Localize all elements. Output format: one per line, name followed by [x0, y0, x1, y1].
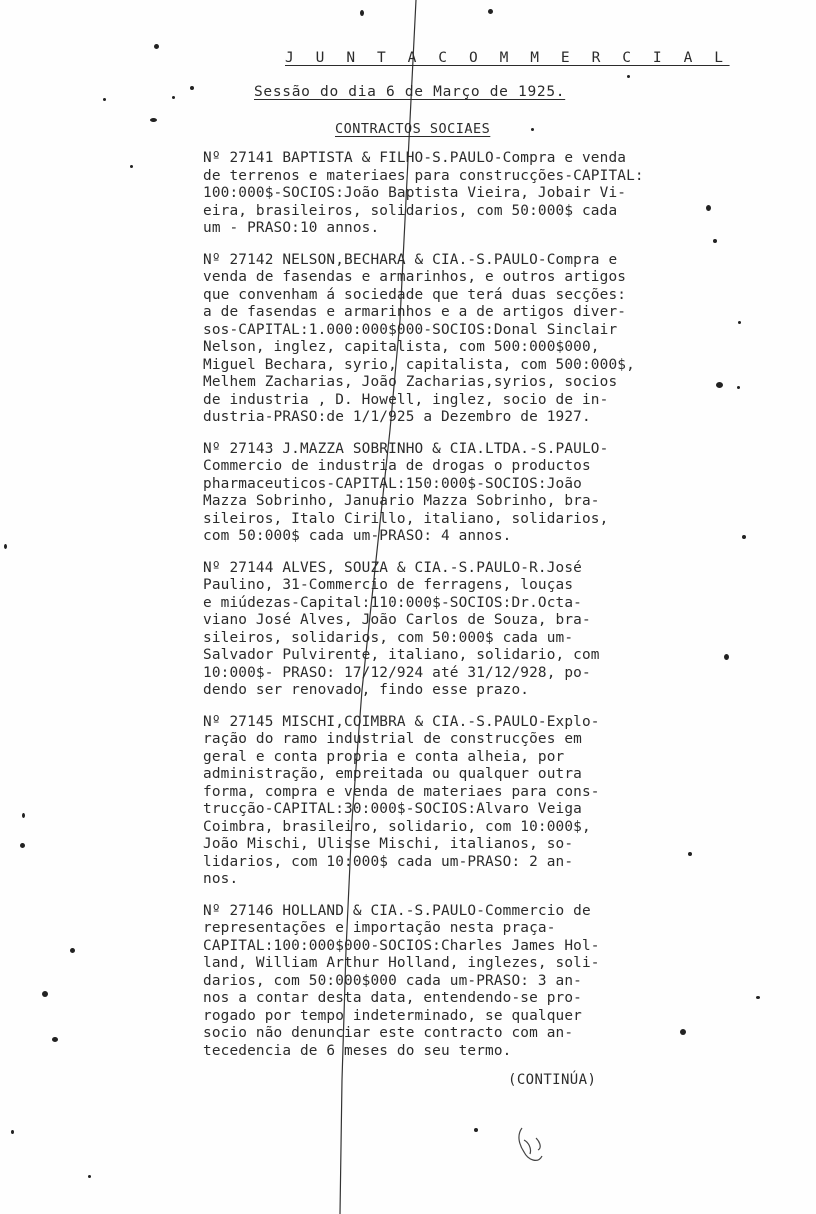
- entry-line: Mazza Sobrinho, Januario Mazza Sobrinho, bra-: [203, 493, 600, 509]
- entry-line: Nº 27141 BAPTISTA & FILHO-S.PAULO-Compra e venda: [203, 150, 627, 166]
- scan-speck: [688, 852, 692, 856]
- entry-line: sos-CAPITAL:1.000:000$000-SOCIOS:Donal Sinclair: [203, 321, 618, 338]
- entry-line: 100:000$-SOCIOS:João Baptista Vieira, Jobair Vi-: [203, 185, 627, 201]
- entry-line: 10:000$- PRASO: 17/12/924 até 31/12/928, po-: [203, 664, 591, 681]
- scan-speck: [103, 98, 106, 101]
- entry-line: pharmaceuticos-CAPITAL:150:000$-SOCIOS:João: [203, 475, 582, 492]
- entry-line: forma, compra e venda de materiaes para cons-: [203, 783, 600, 800]
- contract-entry-27144: [203, 560, 683, 700]
- entry-line: trucção-CAPITAL:30:000$-SOCIOS:Alvaro Veiga: [203, 801, 582, 817]
- entry-line: Nelson, inglez, capitalista, com 500:000$000,: [203, 339, 600, 355]
- entry-line: Paulino, 31-Commercio de ferragens, louças: [203, 577, 574, 593]
- entry-line: nos.: [203, 871, 239, 887]
- entry-line: rogado por tempo indeterminado, se qualquer: [203, 1007, 582, 1024]
- contracts-list: [203, 150, 683, 1074]
- scan-speck: [737, 386, 740, 389]
- entry-line: Miguel Bechara, syrio, capitalista, com 500:000$,: [203, 356, 635, 373]
- scan-speck: [756, 996, 760, 999]
- entry-line: que convenham á sociedade que terá duas secções:: [203, 286, 627, 303]
- entry-line: Nº 27142 NELSON,BECHARA & CIA.-S.PAULO-Compra e: [203, 251, 618, 268]
- entry-line: de terrenos e materiaes para construcções-CAPITAL:: [203, 167, 644, 184]
- entry-line: CAPITAL:100:000$000-SOCIOS:Charles James Hol-: [203, 937, 600, 954]
- contract-entry-27143: [203, 441, 683, 546]
- entry-line: Melhem Zacharias, João Zacharias,syrios, socios: [203, 374, 618, 390]
- scan-speck: [474, 1128, 478, 1132]
- section-subtitle: CONTRACTOS SOCIAES: [335, 121, 491, 137]
- contract-entry-27146: [203, 903, 683, 1061]
- scan-speck: [360, 10, 364, 16]
- entry-line: sileiros, solidarios, com 50:000$ cada um-: [203, 629, 574, 646]
- scan-speck: [716, 382, 723, 388]
- entry-line: João Mischi, Ulisse Mischi, italianos, so-: [203, 836, 574, 852]
- scan-speck: [150, 118, 157, 122]
- entry-line: land, William Arthur Holland, inglezes, soli-: [203, 955, 600, 971]
- scan-speck: [4, 544, 7, 549]
- document-title: J U N T A C O M M E R C I A L: [285, 50, 730, 66]
- scan-speck: [172, 96, 175, 99]
- continued-note: (CONTINÚA): [508, 1072, 597, 1088]
- scan-speck: [42, 991, 48, 997]
- entry-line: ração do ramo industrial de construcções em: [203, 731, 582, 747]
- entry-line: a de fasendas e armarinhos e a de artigos diver-: [203, 304, 627, 320]
- scan-speck: [627, 75, 630, 78]
- contract-entry-27142: [203, 252, 683, 427]
- entry-line: eira, brasileiros, solidarios, com 50:000$ cada: [203, 202, 618, 219]
- scan-speck: [742, 535, 746, 539]
- entry-line: geral e conta propria e conta alheia, por: [203, 748, 565, 765]
- scan-speck: [680, 1029, 686, 1035]
- session-date: Sessão do dia 6 de Março de 1925.: [254, 84, 566, 100]
- scan-speck: [713, 239, 717, 243]
- scan-speck: [70, 948, 75, 953]
- entry-line: viano José Alves, João Carlos de Souza, bra-: [203, 612, 591, 628]
- entry-line: dendo ser renovado, findo esse prazo.: [203, 682, 530, 698]
- entry-line: Commercio de industria de drogas o productos: [203, 458, 591, 474]
- entry-line: e miúdezas-Capital:110:000$-SOCIOS:Dr.Octa-: [203, 594, 582, 611]
- scan-speck: [706, 205, 711, 211]
- scan-speck: [190, 86, 194, 90]
- contract-entry-27141: [203, 150, 683, 238]
- entry-line: Nº 27144 ALVES, SOUZA & CIA.-S.PAULO-R.José: [203, 559, 582, 576]
- scan-speck: [130, 165, 133, 168]
- contract-entry-27145: [203, 714, 683, 889]
- entry-line: tecedencia de 6 meses do seu termo.: [203, 1042, 512, 1059]
- entry-line: venda de fasendas e armarinhos, e outros artigos: [203, 269, 627, 285]
- scan-speck: [531, 128, 534, 131]
- scan-speck: [488, 9, 493, 14]
- scan-speck: [724, 654, 729, 660]
- ink-blot-mark: [512, 1120, 552, 1170]
- entry-line: Coimbra, brasileiro, solidario, com 10:000$,: [203, 818, 591, 835]
- entry-line: Salvador Pulvirente, italiano, solidario, com: [203, 647, 600, 663]
- entry-line: socio não denunciar este contracto com an-: [203, 1025, 574, 1041]
- scan-speck: [154, 44, 159, 49]
- scan-speck: [738, 321, 741, 324]
- scan-speck: [52, 1037, 58, 1042]
- entry-line: representações e importação nesta praça-: [203, 920, 556, 936]
- entry-line: um - PRASO:10 annos.: [203, 220, 380, 236]
- scan-speck: [22, 813, 25, 818]
- entry-line: lidarios, com 10:000$ cada um-PRASO: 2 an-: [203, 853, 574, 870]
- entry-line: dustria-PRASO:de 1/1/925 a Dezembro de 1927.: [203, 409, 591, 425]
- scan-speck: [88, 1175, 91, 1178]
- entry-line: com 50:000$ cada um-PRASO: 4 annos.: [203, 528, 512, 544]
- entry-line: Nº 27143 J.MAZZA SOBRINHO & CIA.LTDA.-S.PAULO-: [203, 440, 609, 457]
- entry-line: darios, com 50:000$000 cada um-PRASO: 3 an-: [203, 972, 582, 989]
- entry-line: nos a contar desta data, entendendo-se pro-: [203, 990, 582, 1006]
- entry-line: Nº 27145 MISCHI,COIMBRA & CIA.-S.PAULO-Explo-: [203, 713, 600, 730]
- entry-line: sileiros, Italo Cirillo, italiano, solidarios,: [203, 510, 609, 527]
- scan-speck: [11, 1130, 14, 1134]
- entry-line: de industria , D. Howell, inglez, socio de in-: [203, 391, 609, 408]
- entry-line: administração, empreitada ou qualquer outra: [203, 766, 582, 782]
- entry-line: Nº 27146 HOLLAND & CIA.-S.PAULO-Commercio de: [203, 902, 591, 919]
- scan-speck: [20, 843, 25, 848]
